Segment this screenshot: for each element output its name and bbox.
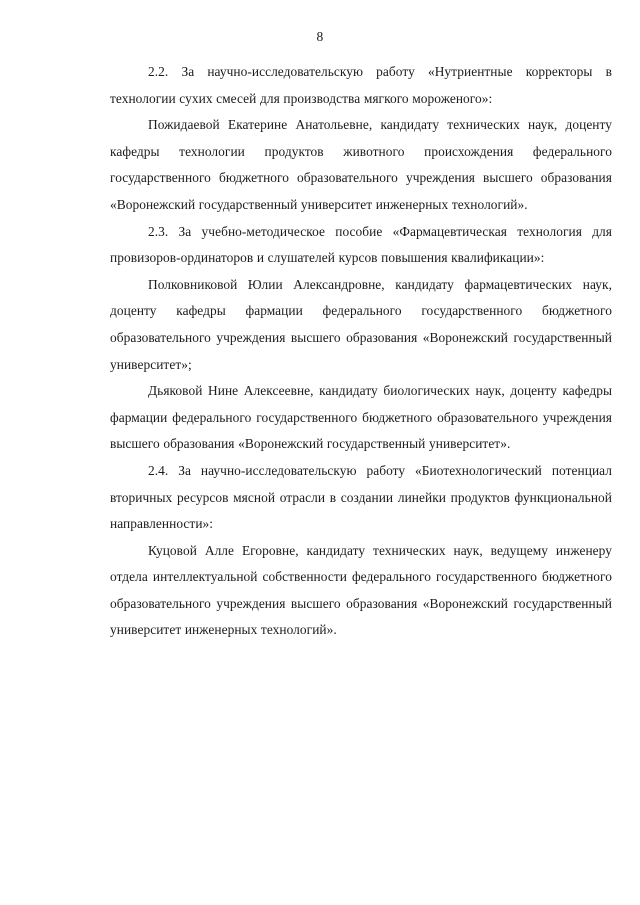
paragraph-item-2-2-awardee-pozhidaeva: Пожидаевой Екатерине Анатольевне, кандидату технических наук, доценту кафедры технологии продуктов животного происхождения федерального государственного бюджетного образовательного учреждения высшего образования «Воронежский государственный университет инженерных технологий». — [110, 117, 612, 212]
paragraph-item-2-4-awardee-kutsova: Куцовой Алле Егоровне, кандидату технических наук, ведущему инженеру отдела интеллектуальной собственности федерального государственного бюджетного образовательного учреждения высшего образования «Воронежский государственный университет инженерных технологий». — [110, 542, 612, 638]
paragraph-item-2-2-heading: 2.2. За научно-исследовательскую работу «Нутриентные корректоры в технологии сухих смесей для производства мягкого мороженого»: — [110, 64, 612, 106]
page-number: 8 — [316, 29, 324, 44]
paragraph-item-2-3-awardee-polkovnikova: Полковниковой Юлии Александровне, кандидату фармацевтических наук, доценту кафедры фармации федерального государственного бюджетного образовательного учреждения высшего образования «Воронежский государственный университет»; — [110, 276, 612, 372]
paragraph-item-2-3-heading: 2.3. За учебно-методическое пособие «Фармацевтическая технология для провизоров-ординаторов и слушателей курсов повышения квалификации»: — [110, 223, 612, 266]
paragraph-item-2-3-awardee-dyakova: Дьяковой Нине Алексеевне, кандидату биологических наук, доценту кафедры фармации федерального государственного бюджетного образовательного учреждения высшего образования «Воронежский государственный университет». — [110, 383, 612, 452]
paragraph-item-2-4-heading: 2.4. За научно-исследовательскую работу «Биотехнологический потенциал вторичных ресурсов мясной отрасли в создании линейки продуктов функциональной направленности»: — [110, 462, 612, 532]
document-body — [110, 59, 612, 644]
